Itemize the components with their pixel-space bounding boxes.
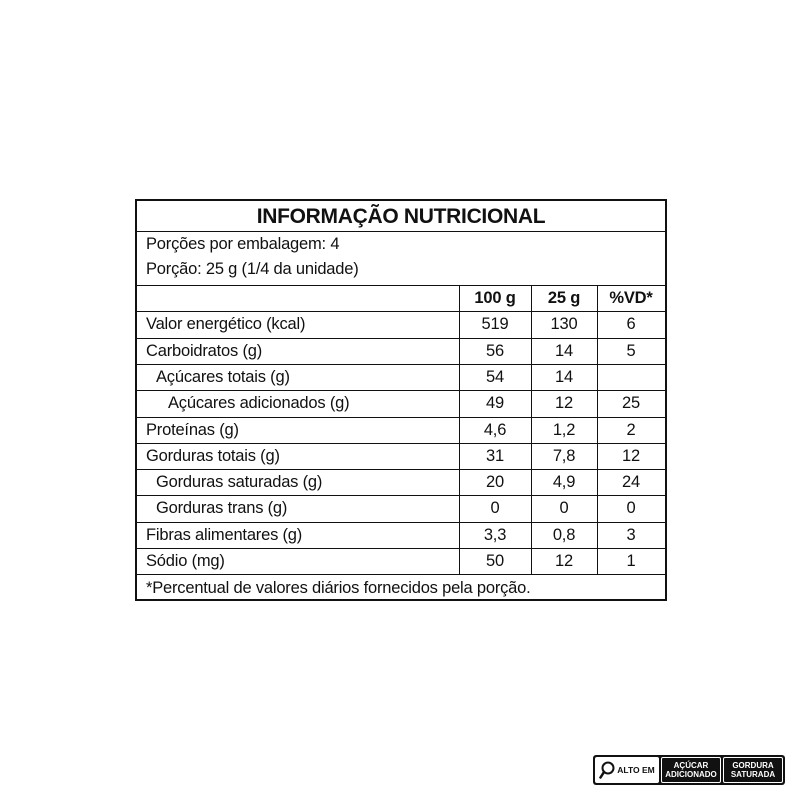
value-per-serving: 12 [555, 552, 573, 570]
value-per-serving: 0 [559, 499, 569, 518]
value-per-serving: 0,8 [552, 525, 576, 544]
value-per-100g: 31 [486, 446, 504, 465]
column-header: %VD* [609, 289, 653, 307]
nutrient-name: Gorduras trans (g) [156, 499, 288, 518]
value-per-serving: 130 [550, 315, 578, 334]
column-header: 25 g [547, 289, 581, 307]
nutrient-name: Açúcares adicionados (g) [168, 394, 350, 413]
value-per-serving: 7,8 [552, 446, 576, 465]
daily-value-percent: 3 [626, 525, 636, 544]
row-rule [137, 443, 665, 444]
alto-em-panel [595, 757, 659, 783]
value-per-serving: 4,9 [552, 473, 576, 492]
nutrient-name: Açúcares totais (g) [156, 367, 290, 386]
row-rule [137, 548, 665, 549]
value-per-100g: 54 [486, 367, 504, 386]
daily-value-percent: 2 [626, 420, 636, 439]
nutrition-facts-table [135, 199, 667, 601]
value-per-100g: 3,3 [483, 525, 507, 544]
nutrient-name: Gorduras saturadas (g) [156, 473, 323, 492]
column-header: 100 g [474, 289, 516, 307]
value-per-serving: 14 [555, 341, 573, 360]
footnote: *Percentual de valores diários fornecidos pela porção. [146, 579, 531, 597]
value-per-serving: 14 [555, 367, 573, 386]
daily-value-percent: 1 [626, 552, 636, 570]
serving-size: Porção: 25 g (1/4 da unidade) [146, 260, 359, 278]
saturated-fat-line1: GORDURA [732, 761, 774, 770]
value-per-100g: 49 [486, 394, 504, 413]
header-top-rule [137, 285, 665, 286]
table-title: INFORMAÇÃO NUTRICIONAL [137, 201, 665, 232]
daily-value-percent: 0 [626, 499, 636, 518]
row-rule [137, 338, 665, 339]
row-rule [137, 364, 665, 365]
nutrient-name: Fibras alimentares (g) [146, 525, 303, 544]
value-per-serving: 1,2 [552, 420, 576, 439]
value-per-serving: 12 [555, 394, 573, 413]
value-per-100g: 519 [481, 315, 509, 334]
added-sugar-line1: AÇÚCAR [673, 761, 709, 770]
nutrient-name: Sódio (mg) [146, 552, 225, 570]
value-per-100g: 50 [486, 552, 504, 570]
value-per-100g: 0 [490, 499, 500, 518]
row-rule [137, 417, 665, 418]
daily-value-percent: 5 [626, 341, 636, 360]
row-rule [137, 574, 665, 575]
magnifier-icon [599, 760, 615, 780]
added-sugar-warning [661, 757, 721, 783]
value-per-100g: 56 [486, 341, 504, 360]
daily-value-percent: 24 [622, 473, 640, 492]
row-rule [137, 311, 665, 312]
added-sugar-line2: ADICIONADO [665, 770, 717, 779]
nutrient-name: Gorduras totais (g) [146, 446, 280, 465]
daily-value-percent: 12 [622, 446, 640, 465]
nutrient-name: Carboidratos (g) [146, 341, 263, 360]
nutrient-name: Valor energético (kcal) [146, 315, 306, 334]
daily-value-percent: 25 [622, 394, 640, 413]
row-rule [137, 469, 665, 470]
servings-per-package: Porções por embalagem: 4 [146, 235, 340, 253]
value-per-100g: 20 [486, 473, 504, 492]
row-rule [137, 390, 665, 391]
row-rule [137, 522, 665, 523]
saturated-fat-warning [723, 757, 783, 783]
high-in-warning-seal [593, 755, 785, 785]
alto-em-label: ALTO EM [617, 765, 655, 775]
row-rule [137, 495, 665, 496]
saturated-fat-line2: SATURADA [730, 770, 776, 779]
nutrient-name: Proteínas (g) [146, 420, 239, 439]
daily-value-percent: 6 [626, 315, 636, 334]
value-per-100g: 4,6 [483, 420, 507, 439]
